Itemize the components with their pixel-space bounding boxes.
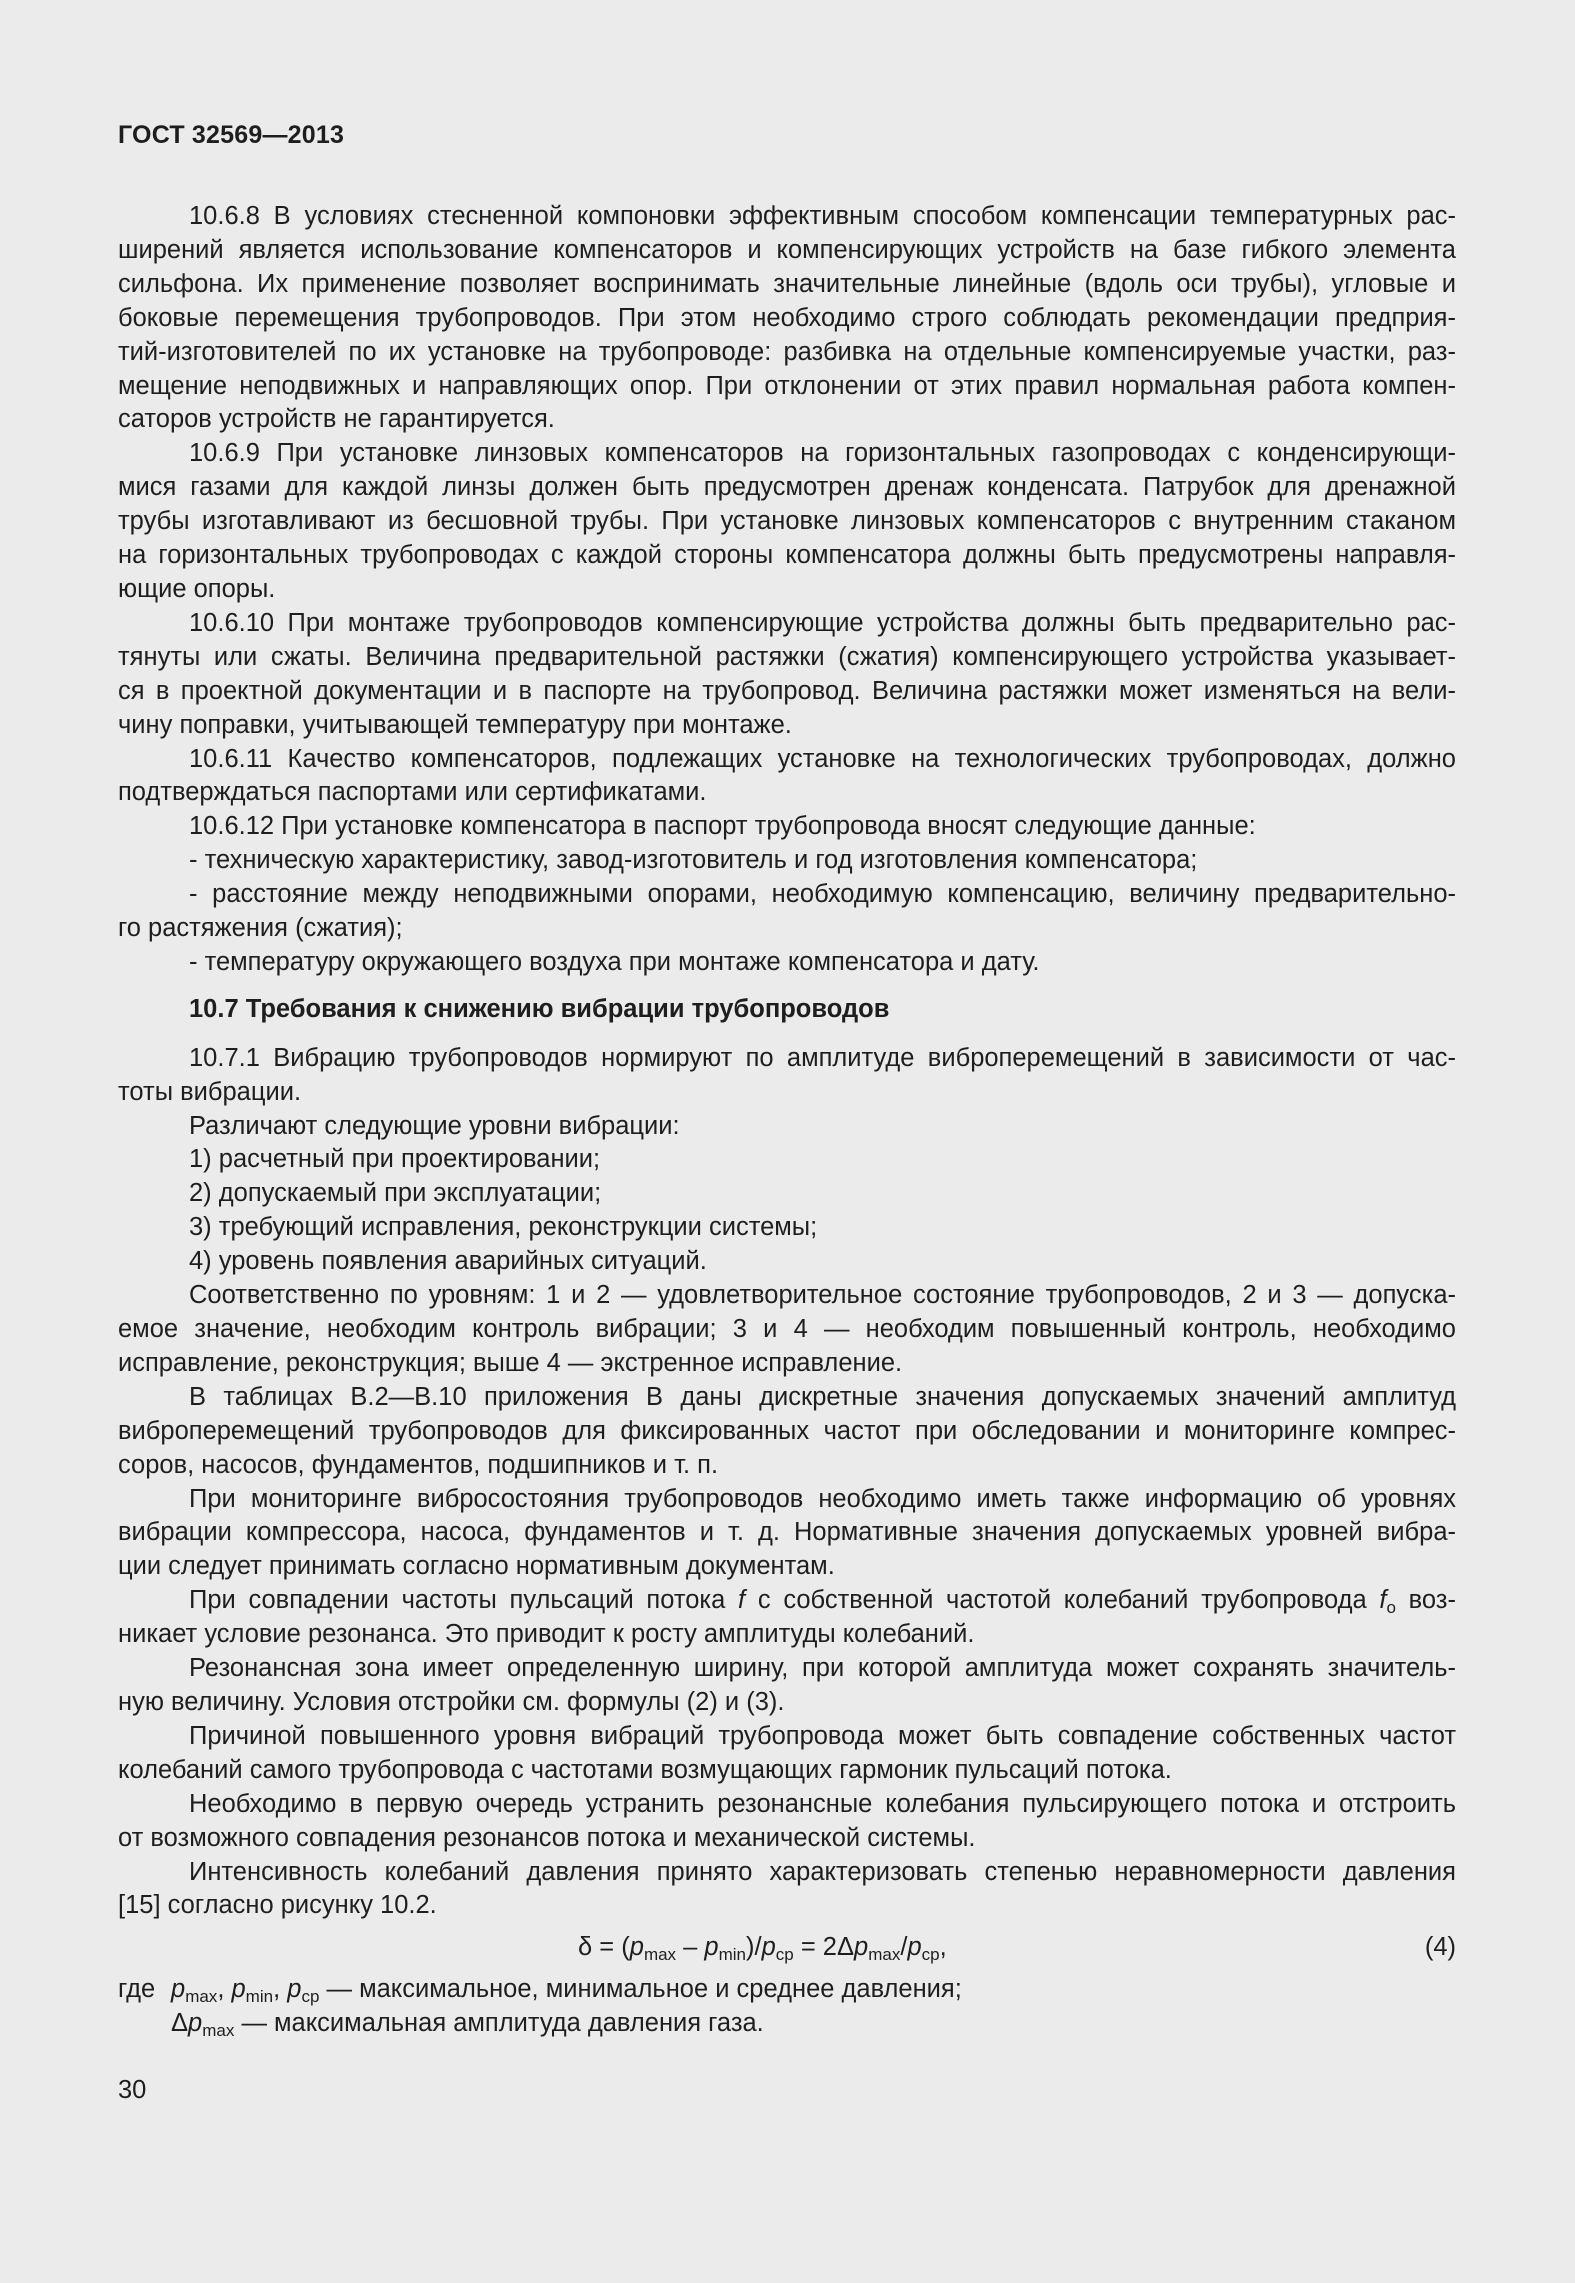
text-line: В таблицах В.2—В.10 приложения В даны дискретные значения допускаемых значений амплитуд bbox=[189, 1382, 1456, 1411]
formula-part: )/ bbox=[746, 1933, 762, 1962]
formula-sub: ср bbox=[921, 1945, 940, 1965]
formula-row bbox=[118, 1931, 1456, 1967]
text-line bbox=[118, 1584, 1456, 1618]
text-line: При мониторинге вибросостояния трубопроводов необходимо иметь также информацию об уровнях bbox=[189, 1484, 1456, 1513]
formula-sub: ср bbox=[775, 1945, 794, 1965]
formula-var: p bbox=[171, 1975, 186, 2004]
text-line: исправление, реконструкция; выше 4 — экстренное исправление. bbox=[118, 1348, 903, 1377]
list-item: - техническую характеристику, завод-изготовитель и год изготовления компенсатора; bbox=[189, 846, 1198, 875]
formula-var: p bbox=[231, 1975, 246, 2004]
text-line: Резонансная зона имеет определенную ширину, при которой амплитуда может сохранять значитель- bbox=[189, 1654, 1456, 1683]
formula-part: – bbox=[676, 1933, 705, 1962]
formula-var: p bbox=[704, 1933, 719, 1962]
text-line: сильфона. Их применение позволяет воспринимать значительные линейные (вдоль оси трубы), угловые и bbox=[118, 269, 1456, 298]
formula-part: , bbox=[939, 1933, 947, 1962]
list-item: 2) допускаемый при эксплуатации; bbox=[189, 1179, 602, 1208]
formula-var: p bbox=[761, 1933, 776, 1962]
formula-sub: min bbox=[245, 1987, 274, 2007]
formula-sub: max bbox=[185, 1987, 218, 2007]
text-line: соров, насосов, фундаментов, подшипников и т. п. bbox=[118, 1450, 719, 1479]
text-line: 10.7.1 Вибрацию трубопроводов нормируют по амплитуде виброперемещений в зависимости от час- bbox=[189, 1043, 1456, 1072]
symbol-f0: f bbox=[1379, 1586, 1387, 1615]
document-body bbox=[118, 200, 1456, 2041]
formula-var: p bbox=[907, 1933, 922, 1962]
formula-var: p bbox=[287, 1975, 302, 2004]
text-line: на горизонтальных трубопроводах с каждой стороны компенсатора должны быть предусмотрены направля- bbox=[118, 541, 1456, 570]
text-line: 10.6.9 При установке линзовых компенсаторов на горизонтальных газопроводах с конденсирующи- bbox=[189, 439, 1456, 468]
subscript: o bbox=[1386, 1598, 1396, 1618]
text-line: 10.6.11 Качество компенсаторов, подлежащих установке на технологических трубопроводах, должно bbox=[189, 744, 1456, 773]
text-fragment: При совпадении частоты пульсаций потока bbox=[189, 1586, 726, 1615]
text-line: 10.6.8 В условиях стесненной компоновки эффективным способом компенсации температурных рас- bbox=[189, 202, 1456, 230]
text-line: виброперемещений трубопроводов для фиксированных частот при обследовании и мониторинге компрес- bbox=[118, 1416, 1456, 1445]
formula-var: p bbox=[188, 2009, 203, 2038]
formula-part: δ = ( bbox=[578, 1933, 630, 1962]
formula-sub: max bbox=[868, 1945, 901, 1965]
formula-sub: max bbox=[202, 2021, 235, 2041]
text-line: го растяжения (сжатия); bbox=[118, 914, 403, 943]
formula-4 bbox=[578, 1931, 947, 1965]
formula-number: (4) bbox=[1424, 1933, 1456, 1962]
text-line: вибрации компрессора, насоса, фундаментов и т. д. Нормативные значения допускаемых уровней вибра- bbox=[118, 1518, 1456, 1547]
text-line: тоты вибрации. bbox=[118, 1077, 302, 1106]
text-line: ширений является использование компенсаторов и компенсирующих устройств на базе гибкого элемента bbox=[118, 235, 1456, 264]
formula-var: p bbox=[854, 1933, 869, 1962]
text-line: никает условие резонанса. Это приводит к росту амплитуды колебаний. bbox=[118, 1620, 975, 1649]
list-item: - температуру окружающего воздуха при монтаже компенсатора и дату. bbox=[189, 947, 1040, 976]
list-item: - расстояние между неподвижными опорами, необходимую компенсацию, величину предварительно- bbox=[189, 880, 1456, 909]
list-item: 3) требующий исправления, реконструкции системы; bbox=[189, 1213, 818, 1242]
where-row-2 bbox=[118, 2007, 1456, 2041]
list-item: 4) уровень появления аварийных ситуаций. bbox=[189, 1247, 707, 1276]
text-line: саторов устройств не гарантируется. bbox=[118, 405, 555, 434]
where-definition-2 bbox=[171, 2007, 764, 2041]
definition-text: — максимальная амплитуда давления газа. bbox=[234, 2009, 764, 2038]
text-line: [15] согласно рисунку 10.2. bbox=[118, 1891, 437, 1920]
where-word: где bbox=[118, 1975, 156, 2004]
text-line: Интенсивность колебаний давления принято характеризовать степенью неравномерности давления bbox=[189, 1857, 1456, 1886]
formula-part: Δ bbox=[171, 2009, 189, 2038]
text-line: ную величину. Условия отстройки см. формулы (2) и (3). bbox=[118, 1687, 785, 1716]
text-line: 10.6.12 При установке компенсатора в паспорт трубопровода вносят следующие данные: bbox=[189, 812, 1256, 841]
definition-text: — максимальное, минимальное и среднее давления; bbox=[319, 1975, 962, 2004]
text-line: Необходимо в первую очередь устранить резонансные колебания пульсирующего потока и отстроить bbox=[189, 1789, 1456, 1818]
where-definition-1 bbox=[171, 1973, 962, 2007]
list-item: 1) расчетный при проектировании; bbox=[189, 1145, 601, 1174]
text-line: Различают следующие уровни вибрации: bbox=[189, 1111, 680, 1140]
text-line: ции следует принимать согласно нормативным документам. bbox=[118, 1552, 835, 1581]
text-line: боковые перемещения трубопроводов. При этом необходимо строго соблюдать рекомендации предприя- bbox=[118, 303, 1456, 332]
formula-sub: max bbox=[643, 1945, 677, 1965]
text-fragment: с собственной частотой колебаний трубопровода bbox=[757, 1586, 1367, 1615]
symbol-f: f bbox=[738, 1586, 746, 1615]
text-line: подтверждаться паспортами или сертификатами. bbox=[118, 778, 707, 807]
text-line: ющие опоры. bbox=[118, 574, 276, 603]
formula-part: , bbox=[217, 1975, 232, 2004]
text-line: 10.6.10 При монтаже трубопроводов компенсирующие устройства должны быть предварительно рас- bbox=[189, 608, 1456, 637]
where-row-1 bbox=[118, 1973, 1456, 2007]
text-line: колебаний самого трубопровода с частотами возмущающих гармоник пульсаций потока. bbox=[118, 1755, 1172, 1784]
text-line: емое значение, необходим контроль вибрации; 3 и 4 — необходим повышенный контроль, необходимо bbox=[118, 1315, 1456, 1343]
text-line: мися газами для каждой линзы должен быть предусмотрен дренаж конденсата. Патрубок для дренажной bbox=[118, 473, 1456, 502]
text-line: Соответственно по уровням: 1 и 2 — удовлетворительное состояние трубопроводов, 2 и 3 — допуска- bbox=[189, 1281, 1456, 1310]
formula-part: = 2Δ bbox=[793, 1933, 855, 1962]
formula-sub: min bbox=[718, 1945, 747, 1965]
formula-sub: ср bbox=[301, 1987, 320, 2007]
text-line: ся в проектной документации и в паспорте на трубопровод. Величина растяжки может изменяться на вели- bbox=[118, 676, 1456, 705]
text-line: Причиной повышенного уровня вибраций трубопровода может быть совпадение собственных частот bbox=[189, 1721, 1456, 1750]
formula-part: , bbox=[273, 1975, 288, 2004]
page-number: 30 bbox=[118, 2076, 147, 2104]
section-heading: 10.7 Требования к снижению вибрации трубопроводов bbox=[189, 994, 890, 1023]
text-fragment: воз- bbox=[1408, 1586, 1456, 1615]
text-line: от возможного совпадения резонансов потока и механической системы. bbox=[118, 1823, 976, 1852]
formula-part: / bbox=[900, 1933, 908, 1962]
text-line: тий-изготовителей по их установке на трубопроводе: разбивка на отдельные компенсируемые участки, раз- bbox=[118, 337, 1456, 366]
formula-var: p bbox=[629, 1933, 644, 1962]
text-line: тянуты или сжаты. Величина предварительной растяжки (сжатия) компенсирующего устройства указывает- bbox=[118, 642, 1456, 671]
text-line: чину поправки, учитывающей температуру при монтаже. bbox=[118, 710, 792, 739]
text-line: трубы изготавливают из бесшовной трубы. При установке линзовых компенсаторов с внутренним стаканом bbox=[118, 507, 1456, 536]
document-header: ГОСТ 32569—2013 bbox=[118, 121, 345, 149]
text-line: мещение неподвижных и направляющих опор. При отклонении от этих правил нормальная работа компен- bbox=[118, 371, 1456, 400]
